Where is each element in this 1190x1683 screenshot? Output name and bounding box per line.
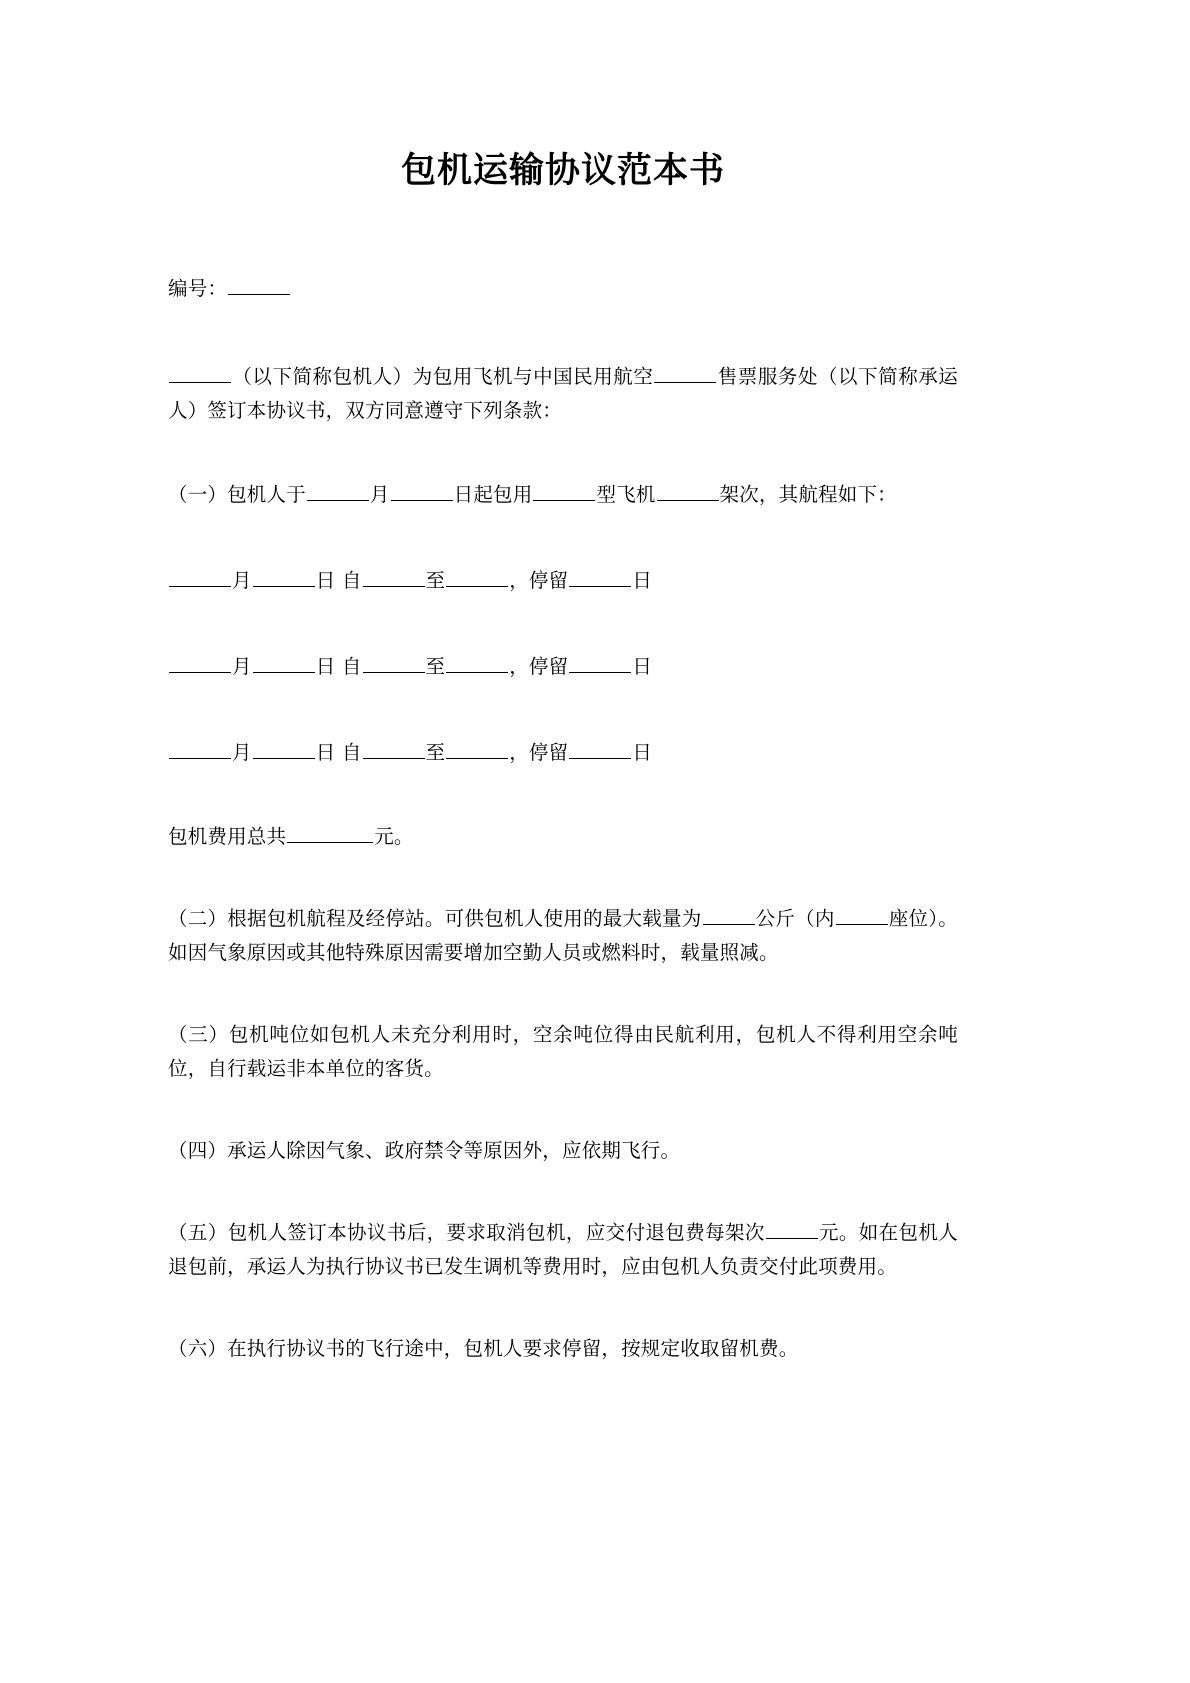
itinerary-month-label: 月 bbox=[232, 654, 252, 678]
clause-five-seg-0: 包机人签订本协议书后，要求取消包机，应交付退包费每架次 bbox=[227, 1220, 765, 1244]
spacer bbox=[168, 1168, 958, 1216]
itinerary-to-blank[interactable] bbox=[446, 653, 508, 673]
total-fee-prefix: 包机费用总共 bbox=[168, 824, 287, 848]
clause-six-marker: （六） bbox=[168, 1336, 228, 1360]
spacer bbox=[168, 428, 958, 478]
clause-four bbox=[168, 1134, 958, 1168]
itinerary-stay-blank[interactable] bbox=[569, 653, 631, 673]
clause-five-seg-1: 元。如在包机人退包前，承运人为执行协议书已发生调机等费用时，应由包机人负责交付此项费用。 bbox=[168, 1220, 959, 1278]
spacer bbox=[168, 970, 958, 1018]
total-fee-blank[interactable] bbox=[287, 823, 373, 843]
itinerary-from-label: 自 bbox=[341, 568, 362, 592]
clause-three-text: 包机吨位如包机人未充分利用时，空余吨位得由民航利用，包机人不得利用空余吨位，自行载运非本单位的客货。 bbox=[168, 1022, 958, 1080]
spacer bbox=[168, 194, 958, 272]
clause-one-seg-3: 型飞机 bbox=[596, 482, 656, 506]
itinerary-day-label: 日 bbox=[315, 740, 336, 764]
itinerary-row bbox=[168, 564, 958, 598]
clause-one-seg-2: 日起包用 bbox=[453, 482, 533, 506]
clause-two-marker: （二） bbox=[168, 906, 228, 930]
clause-one-flights-blank[interactable] bbox=[657, 481, 719, 501]
itinerary-to-label: 至 bbox=[425, 654, 446, 678]
itinerary-month-blank[interactable] bbox=[169, 653, 231, 673]
clause-four-text: 承运人除因气象、政府禁令等原因外，应依期飞行。 bbox=[227, 1138, 681, 1162]
clause-five-marker: （五） bbox=[168, 1220, 228, 1244]
spacer bbox=[168, 512, 958, 564]
charterer-name-blank[interactable] bbox=[169, 363, 231, 383]
itinerary-from-blank[interactable] bbox=[363, 567, 425, 587]
clause-one-day-blank[interactable] bbox=[391, 481, 453, 501]
itinerary-day-blank[interactable] bbox=[253, 567, 315, 587]
clause-two bbox=[168, 902, 958, 970]
clause-one-seg-1: 月 bbox=[369, 482, 390, 506]
itinerary-day-label: 日 bbox=[315, 568, 336, 592]
spacer bbox=[168, 1284, 958, 1332]
clause-four-marker: （四） bbox=[168, 1138, 228, 1162]
itinerary-from-label: 自 bbox=[341, 740, 362, 764]
itinerary-to-blank[interactable] bbox=[446, 567, 508, 587]
itinerary-comma: ， bbox=[509, 740, 529, 764]
clause-three bbox=[168, 1018, 958, 1086]
clause-two-seg-1: 公斤（内 bbox=[755, 906, 835, 930]
itinerary-stay-label: 停留 bbox=[528, 740, 569, 764]
itinerary-day-blank[interactable] bbox=[253, 739, 315, 759]
clause-two-seats-blank[interactable] bbox=[836, 905, 888, 925]
itinerary-day-label: 日 bbox=[315, 654, 336, 678]
itinerary-month-blank[interactable] bbox=[169, 739, 231, 759]
clause-two-seg-2: 座位）。如因气象原因或其他特殊原因需要增加空勤人员或燃料时，载量照减。 bbox=[168, 906, 958, 964]
clause-one-marker: （一） bbox=[168, 482, 228, 506]
itinerary-stay-unit: 日 bbox=[632, 568, 653, 592]
itinerary-comma: ， bbox=[509, 568, 529, 592]
clause-one bbox=[168, 478, 958, 512]
itinerary-row bbox=[168, 736, 958, 770]
spacer bbox=[168, 684, 958, 736]
document-number-blank[interactable] bbox=[228, 275, 290, 295]
itinerary-from-label: 自 bbox=[341, 654, 362, 678]
clause-two-seg-0: 根据包机航程及经停站。可供包机人使用的最大载量为 bbox=[227, 906, 702, 930]
itinerary-stay-blank[interactable] bbox=[569, 739, 631, 759]
intro-part-2: 售票服务处（以下简称承运人）签订本协议书，双方同意遵守下列条款： bbox=[168, 364, 959, 422]
itinerary-month-label: 月 bbox=[232, 740, 252, 764]
itinerary-month-blank[interactable] bbox=[169, 567, 231, 587]
document-body bbox=[168, 0, 958, 1366]
clause-five bbox=[168, 1216, 958, 1284]
clause-one-seg-4: 架次，其航程如下： bbox=[719, 482, 897, 506]
clause-two-payload-blank[interactable] bbox=[703, 905, 755, 925]
spacer bbox=[168, 598, 958, 650]
clause-five-cancel-fee-blank[interactable] bbox=[766, 1219, 818, 1239]
itinerary-stay-label: 停留 bbox=[528, 568, 569, 592]
spacer bbox=[168, 306, 958, 360]
itinerary-stay-blank[interactable] bbox=[569, 567, 631, 587]
itinerary-to-label: 至 bbox=[425, 740, 446, 764]
itinerary-month-label: 月 bbox=[232, 568, 252, 592]
spacer bbox=[168, 1086, 958, 1134]
clause-one-aircraft-type-blank[interactable] bbox=[533, 481, 595, 501]
page-title: 包机运输协议范本书 bbox=[400, 150, 725, 191]
clause-six bbox=[168, 1332, 958, 1366]
itinerary-stay-unit: 日 bbox=[632, 654, 653, 678]
spacer bbox=[168, 854, 958, 902]
clause-three-marker: （三） bbox=[168, 1022, 229, 1046]
clause-one-seg-0: 包机人于 bbox=[227, 482, 306, 506]
itinerary-comma: ， bbox=[509, 654, 529, 678]
total-fee-suffix: 元。 bbox=[374, 824, 414, 848]
itinerary-stay-label: 停留 bbox=[528, 654, 569, 678]
total-fee-line bbox=[168, 820, 958, 854]
intro-part-1: （以下简称包机人）为包用飞机与中国民用航空 bbox=[232, 364, 654, 388]
itinerary-stay-unit: 日 bbox=[632, 740, 653, 764]
clause-one-month-blank[interactable] bbox=[307, 481, 369, 501]
itinerary-from-blank[interactable] bbox=[363, 739, 425, 759]
clause-six-text: 在执行协议书的飞行途中，包机人要求停留，按规定收取留机费。 bbox=[227, 1336, 799, 1360]
intro-paragraph bbox=[168, 360, 958, 428]
spacer bbox=[168, 770, 958, 820]
document-number-line bbox=[168, 272, 958, 306]
itinerary-from-blank[interactable] bbox=[363, 653, 425, 673]
airline-office-blank[interactable] bbox=[654, 363, 716, 383]
itinerary-day-blank[interactable] bbox=[253, 653, 315, 673]
itinerary-to-blank[interactable] bbox=[446, 739, 508, 759]
document-number-label: 编号： bbox=[168, 276, 228, 300]
itinerary-to-label: 至 bbox=[425, 568, 446, 592]
itinerary-row bbox=[168, 650, 958, 684]
